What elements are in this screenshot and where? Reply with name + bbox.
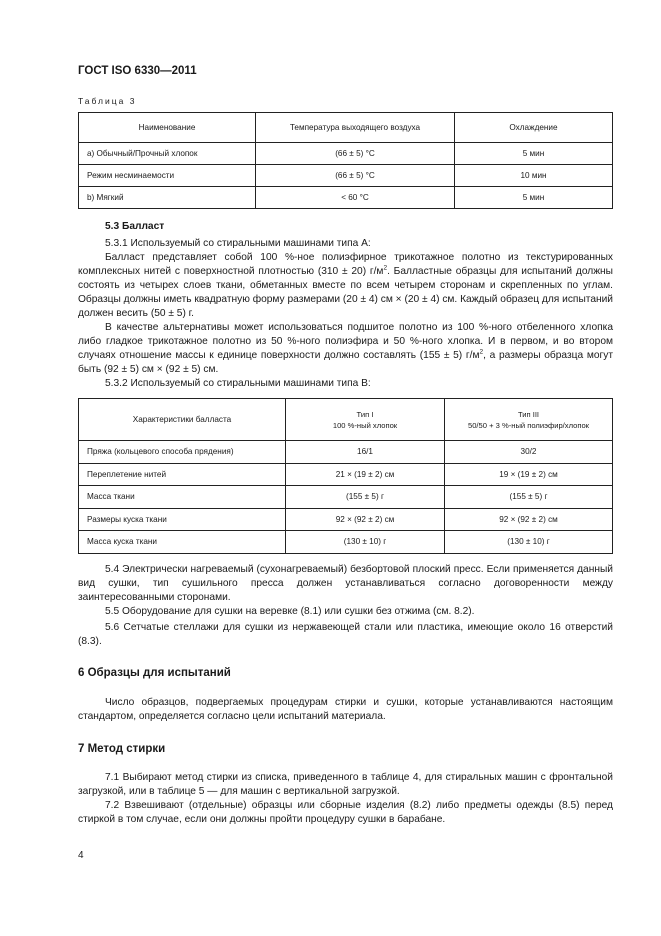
superscript: 2 xyxy=(479,348,484,356)
table-header-row xyxy=(79,113,613,143)
paragraph-5-3-2-intro: 5.3.2 Используемый со стиральными машинами типа В: xyxy=(105,378,371,389)
paragraph-text: В качестве альтернативы может использоваться подшитое полотно из 100 %-ного отбеленного хлопка либо гладкое трикотажное полотно из 50 %-ного полиэфира и 50 %-ного хлопка. И в первом, и во втором случаях отношение массы к единице поверхности должно составлять (155 ± 5) г/м xyxy=(78,322,613,361)
table-cell: 5 мин xyxy=(455,187,613,209)
section-5-3-title: 5.3 Балласт xyxy=(105,221,165,232)
table-cell: 92 × (92 ± 2) см xyxy=(286,508,445,531)
table-cell: Масса ткани xyxy=(79,486,286,509)
table-row xyxy=(79,187,613,209)
table-cell: (66 ± 5) °С xyxy=(256,143,455,165)
table-header-cell xyxy=(286,399,445,441)
header-line: Тип III xyxy=(517,409,540,419)
paragraph-7-1: 7.1 Выбирают метод стирки из списка, приведенного в таблице 4, для стиральных машин с фронтальной загрузкой, или в таблице 5 — для машин с вертикальной загрузкой. xyxy=(78,772,613,797)
table-cell: 92 × (92 ± 2) см xyxy=(445,508,613,531)
superscript: 2 xyxy=(383,264,388,272)
table-cell: < 60 °С xyxy=(256,187,455,209)
section-6-title: 6 Образцы для испытаний xyxy=(78,667,231,679)
table-header-row xyxy=(79,399,613,441)
table-row xyxy=(79,508,613,531)
table-cell: Размеры куска ткани xyxy=(79,508,286,531)
table-cell: (130 ± 10) г xyxy=(445,531,613,554)
table-row xyxy=(79,486,613,509)
table-row xyxy=(79,531,613,554)
table-row xyxy=(79,441,613,464)
table-3 xyxy=(78,112,613,209)
table-cell: (66 ± 5) °С xyxy=(256,165,455,187)
table-header-cell: Характеристики балласта xyxy=(79,399,286,441)
paragraph-6: Число образцов, подвергаемых процедурам стирки и сушки, которые устанавливаются настоящим стандартом, определяется согласно цели испытаний материала. xyxy=(78,697,613,722)
header-line: 50/50 + 3 %-ный полиэфир/хлопок xyxy=(467,420,589,430)
table-cell: 19 × (19 ± 2) см xyxy=(445,463,613,486)
table-row xyxy=(79,143,613,165)
document-header: ГОСТ ISO 6330—2011 xyxy=(78,65,197,77)
table-row xyxy=(79,165,613,187)
header-line: 100 %-ный хлопок xyxy=(332,420,398,430)
paragraph-text: . Балластные образцы для испытаний должны состоять из четырех слоев ткани, обметанных вместе по всем четырем сторонам и скрепленных по углам. Образцы должны иметь квадратную форму размерами (20 ± 4) см × (20 ± 4) см. Каждый образец для испытаний должен весить (50 ± 5) г. xyxy=(78,266,613,319)
paragraph-text: , а размеры образца могут быть (92 ± 5) см × (92 ± 5) см. xyxy=(78,350,613,375)
table-header-cell: Наименование xyxy=(79,113,256,143)
paragraph-5-3-1-a xyxy=(78,251,613,321)
section-7-title: 7 Метод стирки xyxy=(78,743,166,755)
table-cell: 5 мин xyxy=(455,143,613,165)
table-cell: (155 ± 5) г xyxy=(286,486,445,509)
paragraph-5-6: 5.6 Сетчатые стеллажи для сушки из нержавеющей стали или пластика, имеющие около 16 отверстий (8.3). xyxy=(78,622,613,647)
paragraph-5-4: 5.4 Электрически нагреваемый (сухонагреваемый) безбортовой плоский пресс. Если применяется данный вид сушки, тип сушильного пресса должен устанавливаться согласно договоренности между заинтересованными сторонами. xyxy=(78,564,613,603)
paragraph-5-5: 5.5 Оборудование для сушки на веревке (8.1) или сушки без отжима (см. 8.2). xyxy=(105,606,475,617)
page-number: 4 xyxy=(78,850,84,861)
table-header-cell xyxy=(445,399,613,441)
paragraph-5-3-1-b xyxy=(78,321,613,377)
table-3-caption: Таблица 3 xyxy=(78,96,137,106)
table-cell: (155 ± 5) г xyxy=(445,486,613,509)
table-cell: 30/2 xyxy=(445,441,613,464)
header-line: Тип I xyxy=(356,409,374,419)
table-header-cell: Температура выходящего воздуха xyxy=(256,113,455,143)
table-cell: 16/1 xyxy=(286,441,445,464)
ballast-table xyxy=(78,398,613,554)
table-cell: Масса куска ткани xyxy=(79,531,286,554)
paragraph-5-3-1-intro: 5.3.1 Используемый со стиральными машинами типа А: xyxy=(105,238,371,249)
table-cell: 21 × (19 ± 2) см xyxy=(286,463,445,486)
table-cell: Пряжа (кольцевого способа прядения) xyxy=(79,441,286,464)
table-cell: b) Мягкий xyxy=(79,187,256,209)
paragraph-text: Балласт представляет собой 100 %-ное полиэфирное трикотажное полотно из текстурированных комплексных нитей с поверхностной плотностью (310 ± 20) г/м xyxy=(78,252,613,277)
table-cell: а) Обычный/Прочный хлопок xyxy=(79,143,256,165)
table-cell: (130 ± 10) г xyxy=(286,531,445,554)
table-row xyxy=(79,463,613,486)
paragraph-7-2: 7.2 Взвешивают (отдельные) образцы или сборные изделия (8.2) либо предметы одежды (8.5) перед стиркой в том случае, если они должны пройти процедуру сушки в барабане. xyxy=(78,800,613,825)
table-cell: 10 мин xyxy=(455,165,613,187)
table-cell: Режим несминаемости xyxy=(79,165,256,187)
table-cell: Переплетение нитей xyxy=(79,463,286,486)
table-header-cell: Охлаждение xyxy=(455,113,613,143)
